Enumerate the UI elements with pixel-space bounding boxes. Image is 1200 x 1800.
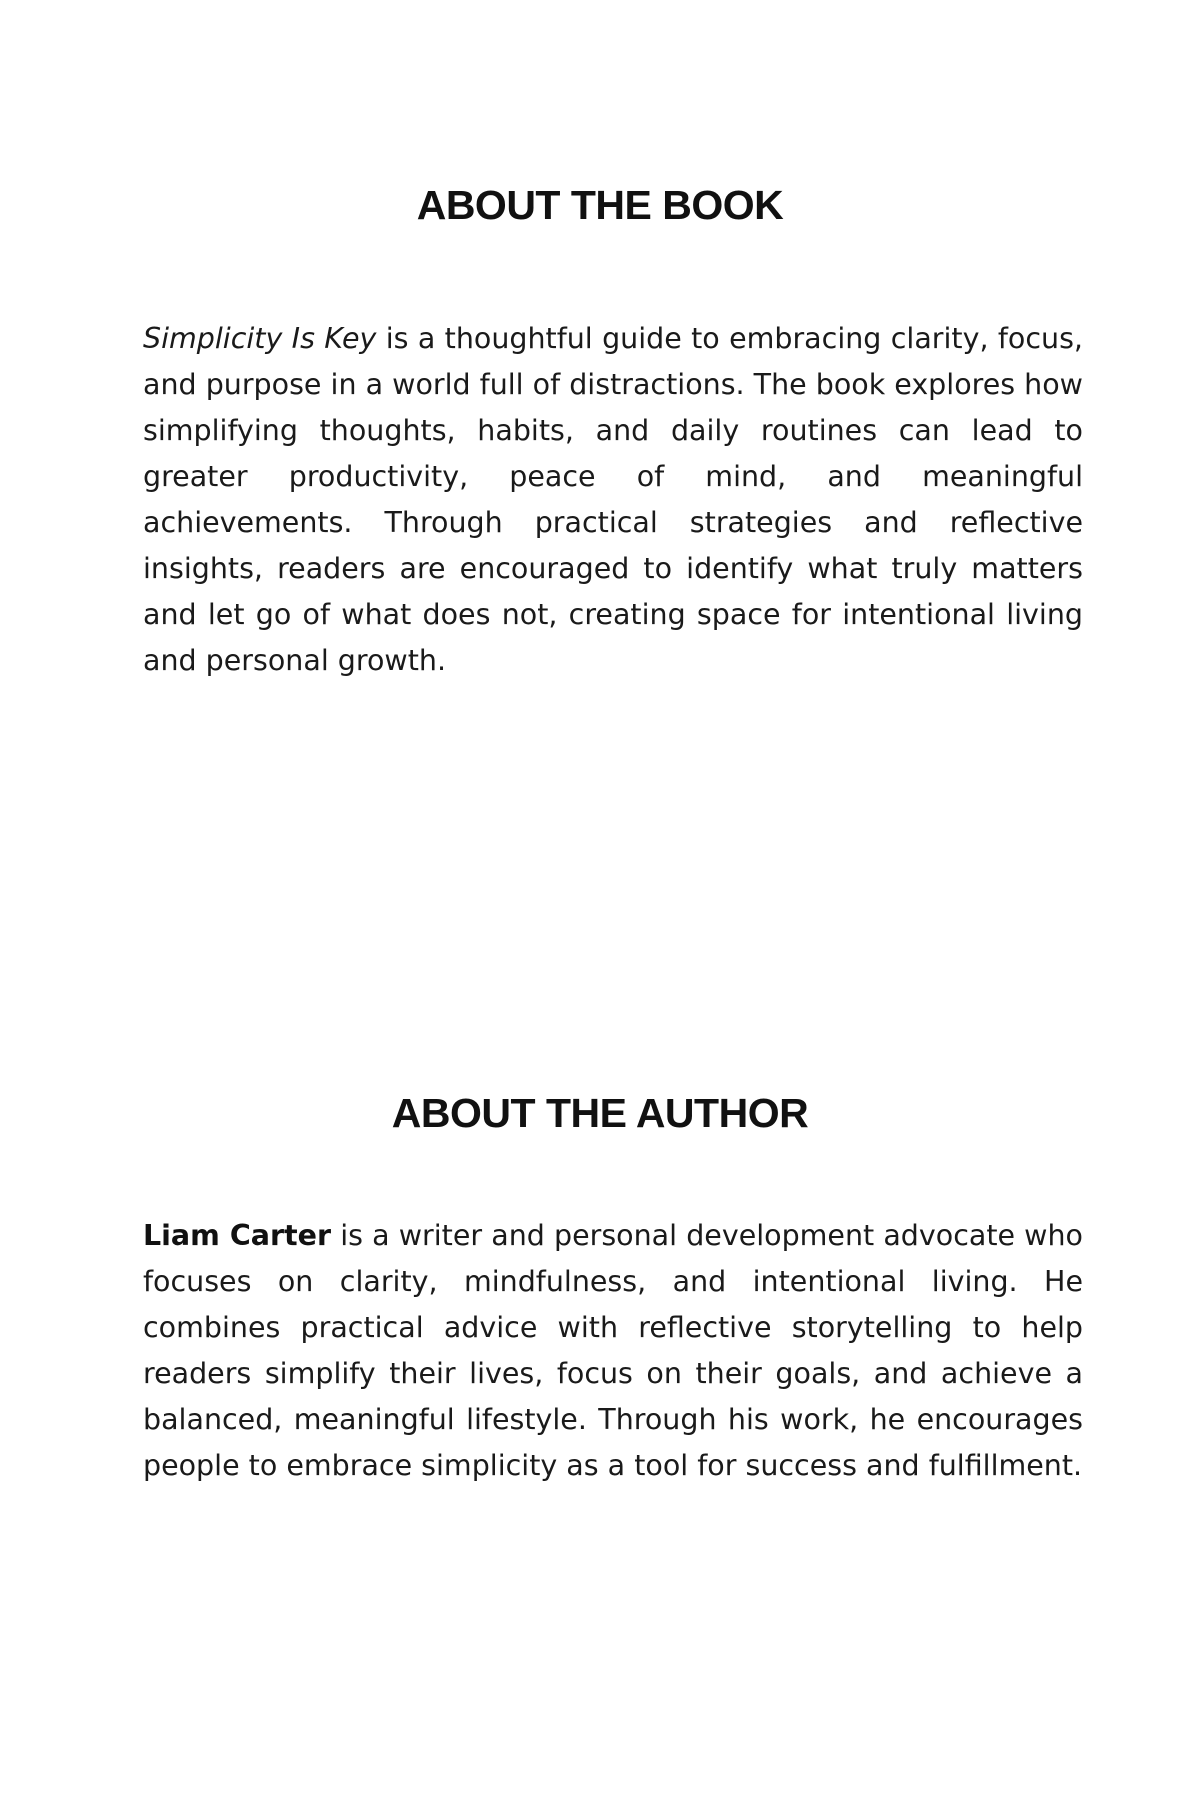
about-author-heading: ABOUT THE AUTHOR xyxy=(391,1090,809,1136)
book-title: Simplicity Is Key xyxy=(143,322,377,355)
about-author-text: is a writer and personal development advocate who focuses on clarity, mindfulness, and intentional living. He combines practical advice with reflective storytelling to help readers simplify their lives, focus on their goals, and achieve a balanced, meaningful lifestyle. Through his work, he encourages people to embrace simplicity as a tool for success and fulfillment. xyxy=(143,1219,1083,1482)
about-book-paragraph xyxy=(143,316,1083,684)
about-book-text: is a thoughtful guide to embracing clarity, focus, and purpose in a world full of distractions. The book explores how simplifying thoughts, habits, and daily routines can lead to greater productivity, peace of mind, and meaningful achievements. Through practical strategies and reflective insights, readers are encouraged to identify what truly matters and let go of what does not, creating space for intentional living and personal growth. xyxy=(143,322,1083,677)
author-name: Liam Carter xyxy=(143,1219,332,1252)
about-book-heading: ABOUT THE BOOK xyxy=(416,182,784,228)
about-author-paragraph xyxy=(143,1213,1083,1489)
